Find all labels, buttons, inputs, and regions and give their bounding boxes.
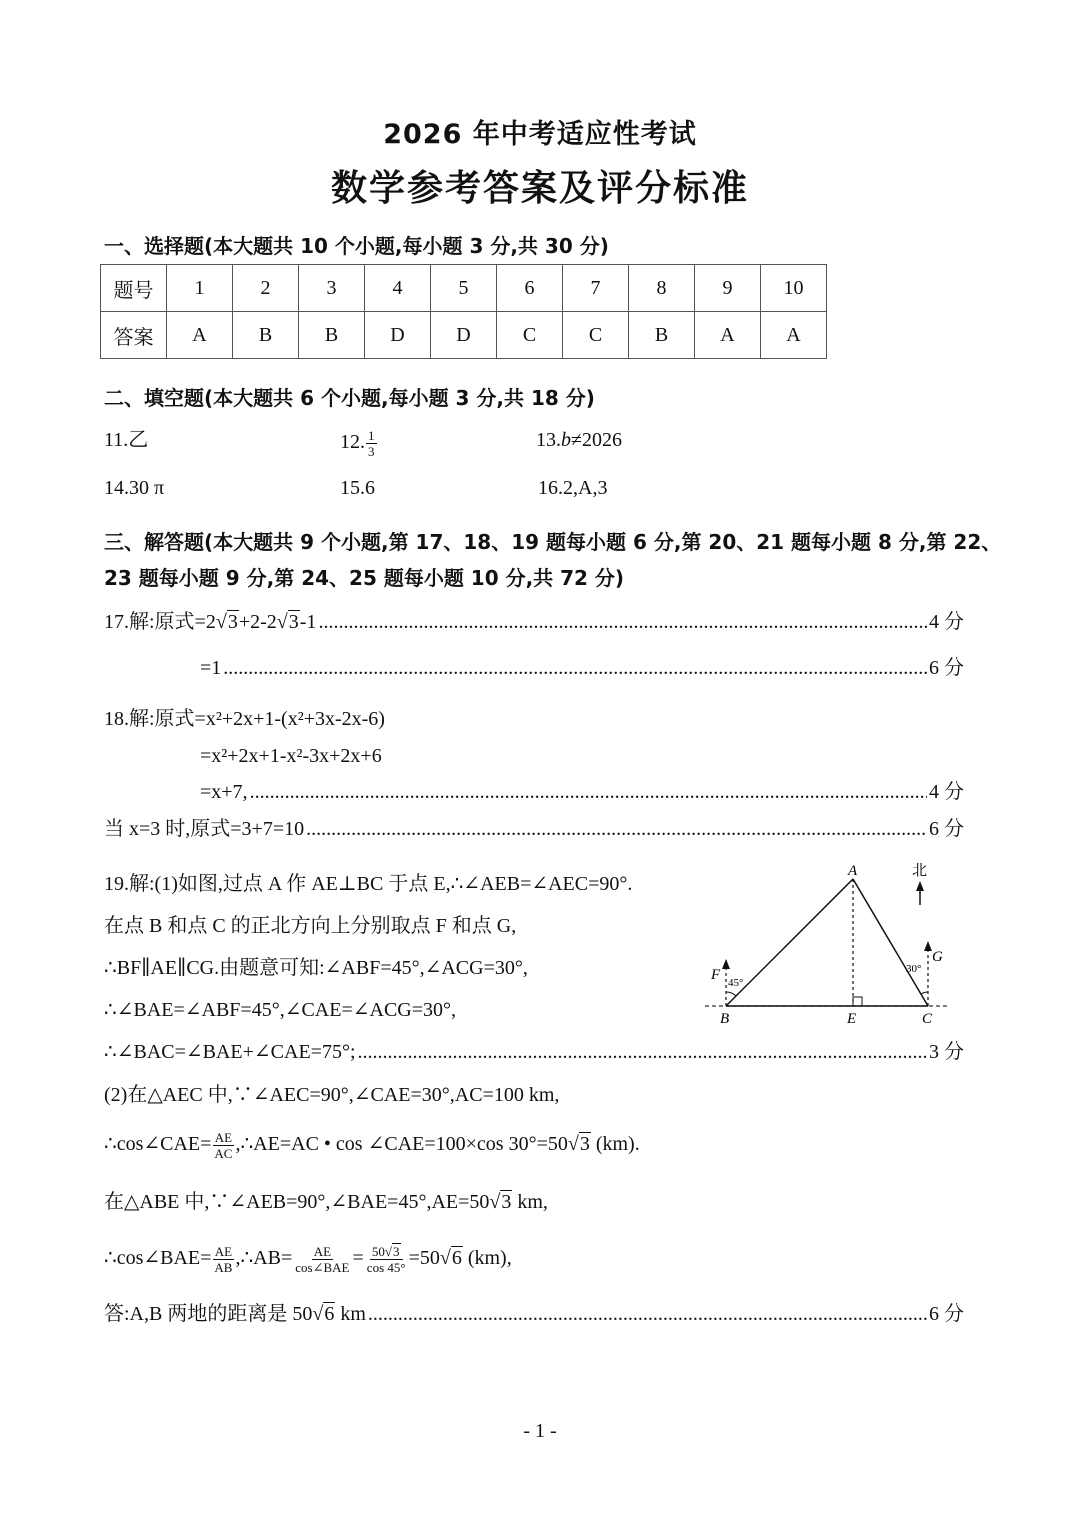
answer-16: 16.2,A,3 (538, 477, 608, 499)
section3-heading-line1: 三、解答题(本大题共 9 个小题,第 17、18、19 题每小题 6 分,第 20、21 题每小题 8 分,第 22、 (104, 530, 1002, 554)
right-angle-mark (853, 997, 862, 1006)
table-cell: 10 (761, 265, 827, 312)
table-cell: A (761, 312, 827, 359)
table-cell: D (365, 312, 431, 359)
row-label-number: 题号 (101, 265, 167, 312)
table-row-numbers (101, 265, 827, 312)
answer-12-prefix: 12. (340, 431, 365, 454)
label-a: A (848, 863, 858, 879)
section1-heading: 一、选择题(本大题共 10 个小题,每小题 3 分,共 30 分) (104, 234, 609, 258)
answer-11: 11.乙 (104, 429, 149, 451)
table-cell: B (629, 312, 695, 359)
table-cell: 6 (497, 265, 563, 312)
score: 4 分 (929, 781, 964, 803)
q19-line10: 答:A,B 两地的距离是 50√6 km ..... 6 分 (104, 1302, 964, 1326)
table-cell: A (695, 312, 761, 359)
label-c: C (922, 1011, 933, 1027)
q19-line4: ∴∠BAE=∠ABF=45°,∠CAE=∠ACG=30°, (104, 999, 457, 1021)
arrow-f-icon (722, 959, 730, 969)
segment-ac (853, 879, 928, 1006)
table-cell: D (431, 312, 497, 359)
answer-table (100, 264, 827, 359)
label-g: G (932, 949, 943, 965)
q19-line3: ∴BF∥AE∥CG.由题意可知:∠ABF=45°,∠ACG=30°, (104, 957, 528, 979)
exam-title: 2026 年中考适应性考试 (383, 119, 697, 150)
north-arrow-icon (916, 881, 924, 891)
q18-line3: =x+7, ..... 4 分 (200, 780, 964, 804)
answer-14: 14.30 π (104, 477, 165, 499)
label-f: F (711, 967, 721, 983)
label-north: 北 (912, 861, 928, 879)
table-cell: 4 (365, 265, 431, 312)
table-cell: 9 (695, 265, 761, 312)
q19-line1: 19.解:(1)如图,过点 A 作 AE⊥BC 于点 E,∴∠AEB=∠AEC=90°. (104, 873, 633, 895)
dot-leader (368, 1302, 927, 1326)
table-cell: 8 (629, 265, 695, 312)
table-cell: B (233, 312, 299, 359)
answer-12 (340, 428, 378, 459)
table-row-answers (101, 312, 827, 359)
row-label-answer: 答案 (101, 312, 167, 359)
section2-heading: 二、填空题(本大题共 6 个小题,每小题 3 分,共 18 分) (104, 386, 595, 410)
table-cell: C (563, 312, 629, 359)
answer-13: 13.b≠2026 (536, 429, 622, 451)
q17-line1: 17.解:原式=2√3+2-2√3-1 ..... 4 分 (104, 610, 964, 634)
table-cell: 5 (431, 265, 497, 312)
fraction: $\frac{1}{3}$ (368, 428, 375, 459)
label-angle-30: 30° (906, 963, 922, 975)
q19-line5: ∴∠BAC=∠BAE+∠CAE=75°; ..... 3 分 (104, 1040, 964, 1064)
q17-line2: =1 ..... 6 分 (200, 656, 964, 680)
label-angle-45: 45° (728, 977, 744, 989)
score: 6 分 (929, 657, 964, 679)
triangle-figure (700, 855, 960, 1030)
angle-arc-45 (726, 992, 736, 996)
score: 6 分 (929, 1303, 964, 1325)
score: 3 分 (929, 1041, 964, 1063)
q18-line4: 当 x=3 时,原式=3+7=10 ..... 6 分 (104, 817, 964, 841)
q19-line9: ∴cos∠BAE= $\frac{AE}{AB}$ ,∴AB= $\frac{AE}{\text{cos∠BAE}}$ = $\frac{50√3}{\cos 45^\circ}$ =50√6 (km), (104, 1244, 512, 1275)
table-cell: 7 (563, 265, 629, 312)
dot-leader (223, 656, 927, 680)
document-title: 数学参考答案及评分标准 (330, 168, 749, 209)
answer-15: 15.6 (340, 477, 375, 499)
segment-ab (726, 879, 853, 1006)
q19-line7: ∴cos∠CAE= $\frac{AE}{AC}$ ,∴AE=AC • cos ∠CAE=100×cos 30°=50√3 (km). (104, 1130, 640, 1161)
dot-leader (358, 1040, 927, 1064)
score: 4 分 (929, 611, 964, 633)
q19-line8: 在△ABE 中,∵∠AEB=90°,∠BAE=45°,AE=50√3 km, (104, 1191, 548, 1213)
score: 6 分 (929, 818, 964, 840)
page-number: - 1 - (523, 1420, 557, 1442)
table-cell: 2 (233, 265, 299, 312)
arrow-g-icon (924, 941, 932, 951)
q19-line2: 在点 B 和点 C 的正北方向上分别取点 F 和点 G, (104, 915, 517, 937)
label-b: B (720, 1011, 730, 1027)
table-cell: A (167, 312, 233, 359)
q18-line1: 18.解:原式=x²+2x+1-(x²+3x-2x-6) (104, 708, 385, 730)
section3-heading-line2: 23 题每小题 9 分,第 24、25 题每小题 10 分,共 72 分) (104, 566, 625, 590)
angle-arc-30 (921, 992, 928, 994)
table-cell: 1 (167, 265, 233, 312)
label-e: E (847, 1011, 857, 1027)
table-cell: B (299, 312, 365, 359)
table-cell: 3 (299, 265, 365, 312)
dot-leader (250, 780, 927, 804)
q18-line2: =x²+2x+1-x²-3x+2x+6 (200, 745, 382, 767)
dot-leader (318, 610, 927, 634)
q19-line6: (2)在△AEC 中,∵∠AEC=90°,∠CAE=30°,AC=100 km, (104, 1084, 560, 1106)
dot-leader (306, 817, 927, 841)
table-cell: C (497, 312, 563, 359)
